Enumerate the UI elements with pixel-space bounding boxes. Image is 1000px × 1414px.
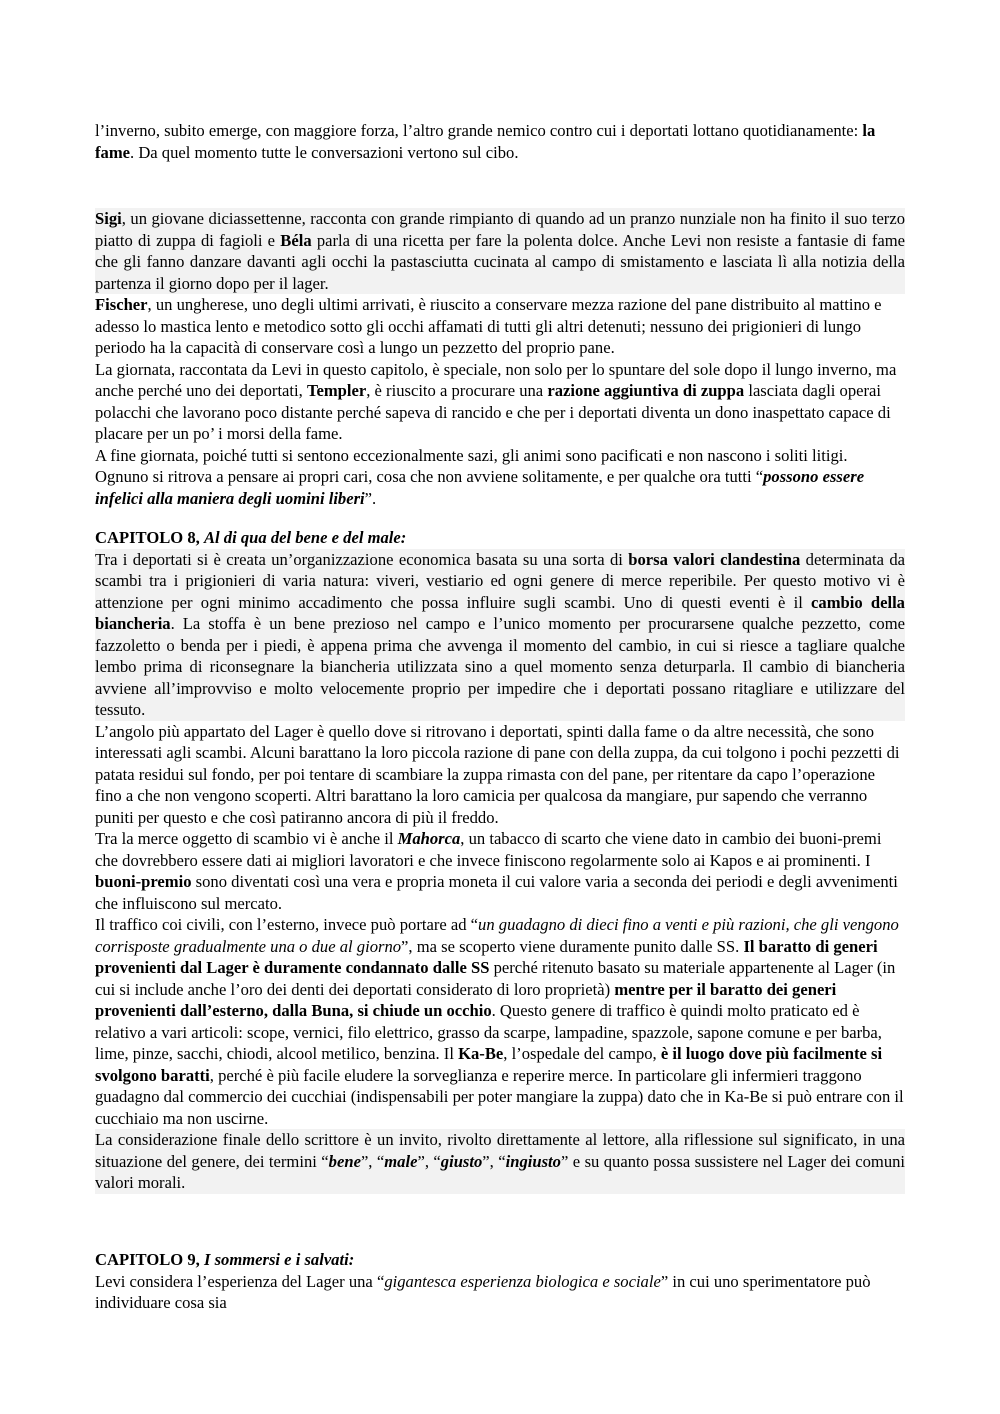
body-paragraph: [95, 359, 905, 445]
chapter7-body: [95, 208, 905, 509]
emphasis-run: Il baratto di generi provenienti dal Lager è duramente condannato dalle SS: [95, 936, 878, 977]
emphasis-run: Templer: [306, 381, 367, 400]
emphasis-run: [441, 1152, 483, 1171]
text-run: L’angolo più appartato del Lager è quello dove si ritrovano i deportati, spinti dalla fame o da altre necessità, che sono interessati agli scambi. Alcuni barattano la loro piccola razione di pane con della zuppa, da cui tolgono i pochi pezzetti di patata residui sul fondo, per poi tentare di scambiare la zuppa rimasta con del pane, per ritentare da capo l’operazione fino a che non vengono scoperti. Altri barattano la loro camicia per qualcosa da mangiare, pur sapendo che verranno puniti per questo e che così patiranno ancora di più il freddo.: [95, 721, 900, 827]
text-run: male: [384, 1151, 418, 1171]
text-run: La giornata, raccontata da Levi in questo capitolo, è speciale, non solo per lo spuntare del sole dopo il lungo inverno, ma anche perché uno dei deportati,: [95, 359, 897, 400]
chapter9-body: [95, 1271, 905, 1314]
text-run: parla di una ricetta per fare la polenta dolce. Anche Levi non resiste a fantasie di fame che gli fanno danzare davanti agli occhi la pastasciutta cucinata al campo di smistamento e lasciata lì alla notizia della partenza il giorno dopo per il lager.: [95, 230, 905, 293]
emphasis-run: Sigi: [95, 209, 122, 228]
emphasis-run: razione aggiuntiva di zuppa: [547, 381, 745, 400]
emphasis-run: buoni-premio: [95, 872, 192, 891]
emphasis-run: [384, 1152, 417, 1171]
chapter8-body: [95, 549, 905, 1194]
text-run: ”, “: [360, 1151, 385, 1171]
text-run: bene: [328, 1151, 361, 1171]
chapter9-section: [95, 1249, 905, 1314]
text-run: , un ungherese, uno degli ultimi arrivati, è riuscito a conservare mezza razione del pane distribuito al mattino e adesso lo mastica lento e metodico sotto gli occhi affamati di tutti gli altri detenuti; nessuno dei prigionieri di lungo periodo ha la capacità di conservare così a lungo un pezzetto del proprio pane.: [95, 295, 882, 357]
text-run: l’inverno, subito emerge, con maggiore forza, l’altro grande nemico contro cui i deportati lottano quotidianamente:: [95, 121, 863, 140]
body-paragraph: [95, 208, 905, 294]
body-paragraph: [95, 445, 905, 510]
emphasis-run: Béla: [280, 230, 312, 250]
text-run: determinata da scambi tra i prigionieri di varia natura: viveri, vestiario ed ogni genere di merce reperibile. Per questo motivo vi è attenzione per ogni minimo accadimento che possa influire sugli scambi. Uno di questi eventi è il: [95, 549, 906, 612]
text-run: Il traffico coi civili, con l’esterno, invece può portare ad “: [95, 915, 479, 934]
text-run: . La stoffa è un bene prezioso nel campo e l’unico momento per procurarsene qualche pezzetto, come fazzoletto o benda per i piedi, è appena prima che avvenga il momento del cambio, in cui si riesce a tagliare qualche lembo prima di riconsegnare la biancheria utilizzata sino a quel momento senza deturparla. Il cambio di biancheria avviene all’improvviso e molto velocemente proprio per impedire che i deportati possano ritagliare e utilizzare del tessuto.: [95, 614, 905, 719]
chapter8-section: [95, 527, 905, 1194]
text-run: lasciata dagli operai polacchi che lavorano poco distante perché sapeva di rancido e che per i deportati diventa un dono inaspettato capace di placare per un po’ i morsi della fame.: [95, 381, 891, 443]
emphasis-run: è il luogo dove più facilmente si svolgono baratti: [95, 1044, 883, 1085]
emphasis-run: [329, 1152, 361, 1171]
text-run: Tra i deportati si è creata un’organizzazione economica basata su una sorta di: [95, 549, 629, 569]
emphasis-run: mentre per il baratto dei generi provenienti dall’esterno, dalla Buna, si chiude un occhio: [95, 979, 837, 1020]
chapter9-title: I sommersi e i salvati:: [203, 1250, 355, 1269]
text-run: , l’ospedale del campo,: [503, 1044, 661, 1063]
text-run: ”, “: [417, 1151, 441, 1171]
text-run: La considerazione finale dello scrittore è un invito, rivolto direttamente al lettore, alla riflessione sul significato, in una situazione del genere, dei termini “: [95, 1130, 905, 1171]
text-run: perché ritenuto basato su materiale appartenente al Lager (in cui si include anche l’oro dei denti dei deportati considerato di loro proprietà): [95, 958, 896, 999]
body-paragraph: [95, 828, 905, 914]
text-run: A fine giornata, poiché tutti si sentono eccezionalmente sazi, gli animi sono pacificati e non nascono i soliti litigi. Ognuno si ritrova a pensare ai propri cari, cosa che non avviene solitamente, e per qualche ora tutti “: [95, 445, 848, 486]
chapter9-heading: [95, 1249, 905, 1271]
text-run: sono diventati così una vera e propria moneta il cui valore varia a seconda dei periodi e degli avvenimenti che influiscono sul mercato.: [95, 872, 898, 913]
body-paragraph: [95, 294, 905, 359]
body-paragraph: [95, 1129, 905, 1194]
text-run: ingiusto: [505, 1151, 561, 1171]
emphasis-run: [506, 1152, 561, 1171]
body-paragraph: [95, 721, 905, 829]
chapter8-heading: [95, 527, 905, 549]
italic-run: un guadagno di dieci fino a venti e più razioni, che gli vengono corrisposte gradualmente una o due al giorno: [95, 915, 899, 956]
emphasis-run: borsa valori clandestina: [628, 549, 801, 569]
text-run: possono essere infelici alla maniera degli uomini liberi: [95, 467, 865, 508]
emphasis-run: Ka-Be: [458, 1044, 504, 1063]
chapter9-number: CAPITOLO 9,: [95, 1250, 200, 1269]
chapter8-number: CAPITOLO 8,: [95, 528, 200, 547]
text-run: . Da quel momento tutte le conversazioni vertono sul cibo.: [130, 142, 519, 162]
text-run: , un giovane diciassettenne, racconta con grande rimpianto di quando ad un pranzo nunziale non ha finito il suo terzo piatto di zuppa di fagioli e: [95, 209, 905, 250]
body-paragraph: [95, 1271, 905, 1314]
text-run: giusto: [440, 1151, 483, 1171]
emphasis-run: [398, 829, 461, 848]
text-run: , perché è più facile eludere la sorveglianza e reperire merce. In particolare gli infermieri traggono guadagno dal commercio dei cucchiai (indispensabili per poter mangiare la zuppa) dato che in Ka-Be si può entrare con il cucchiaio ma non uscirne.: [95, 1065, 904, 1128]
text-run: ”.: [364, 488, 377, 508]
text-run: ”, “: [482, 1151, 506, 1171]
lead-block: [95, 120, 905, 163]
text-run: . Questo genere di traffico è quindi molto praticato ed è relativo a vari articoli: scope, vernici, filo elettrico, grasso da scarpe, lampadine, spazzole, sapone comune e per barba, lime, pinze, sacchi, chiodi, alcool metilico, benzina. Il: [95, 1001, 882, 1063]
text-run: ” in cui uno sperimentatore può individuare cosa sia: [95, 1271, 871, 1312]
emphasis-run: Fischer: [95, 295, 148, 314]
body-paragraph: [95, 549, 905, 721]
text-run: Tra la merce oggetto di scambio vi è anche il: [95, 829, 398, 848]
text-run: , un tabacco di scarto che viene dato in cambio dei buoni-premi che dovrebbero essere dati ai migliori lavoratori e che invece finiscono regolarmente solo ai Kapos e ai prominenti. I: [95, 829, 882, 870]
text-run: Levi considera l’esperienza del Lager una “: [95, 1271, 385, 1291]
chapter8-title: Al di qua del bene e del male:: [203, 528, 407, 547]
text-run: , è riuscito a procurare una: [366, 381, 548, 400]
lead-paragraph: [95, 120, 905, 163]
text-run: ” e su quanto possa sussistere nel Lager dei comuni valori morali.: [95, 1151, 906, 1192]
text-run: Mahorca: [397, 829, 461, 848]
body-paragraph: [95, 914, 905, 1129]
emphasis-run: la fame: [95, 121, 876, 162]
italic-run: gigantesca esperienza biologica e sociale: [384, 1271, 661, 1291]
emphasis-run: cambio della biancheria: [95, 592, 905, 633]
text-run: ”, ma se scoperto viene duramente punito dalle SS.: [401, 936, 744, 956]
